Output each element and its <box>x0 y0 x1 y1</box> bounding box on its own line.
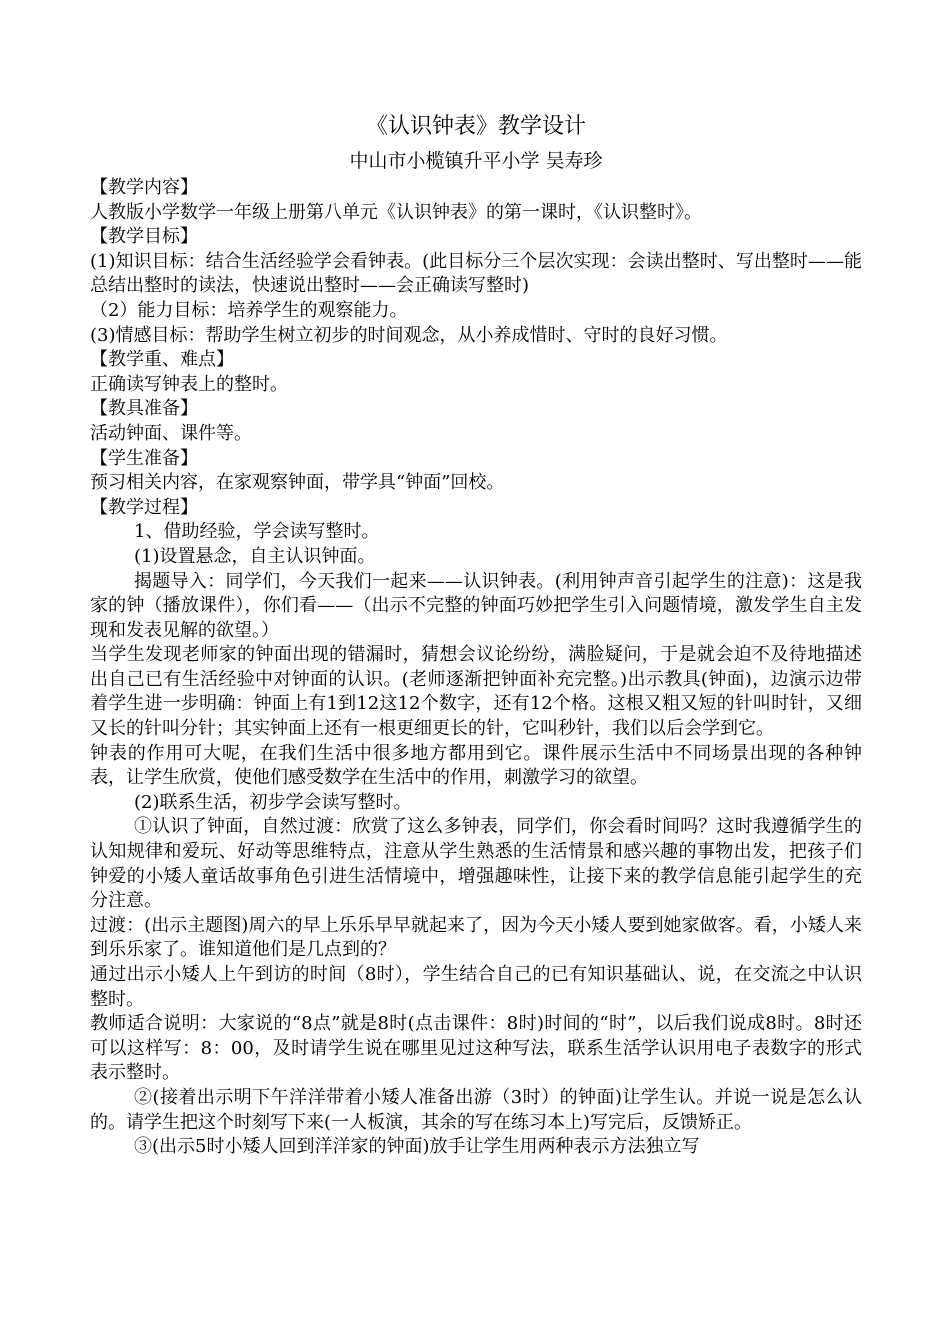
body-paragraph: ①认识了钟面，自然过渡：欣赏了这么多钟表，同学们，你会看时间吗？这时我遵循学生的认知规律和爱玩、好动等思维特点，注意从学生熟悉的生活情景和感兴趣的事物出发，把孩子们钟爱的小矮人童话故事角色引进生活情境中，增强趣味性，让接下来的教学信息能引起学生的充分注意。 <box>90 816 862 912</box>
body-paragraph: 钟表的作用可大呢，在我们生活中很多地方都用到它。课件展示生活中不同场景出现的各种钟表，让学生欣赏，使他们感受数学在生活中的作用，刺激学习的欲望。 <box>90 742 862 789</box>
body-paragraph: 过渡：(出示主题图)周六的早上乐乐早早就起来了，因为今天小矮人要到她家做客。看，小矮人来到乐乐家了。谁知道他们是几点到的？ <box>90 914 862 961</box>
body-paragraph: 预习相关内容，在家观察钟面，带学具“钟面”回校。 <box>90 472 505 494</box>
body-paragraph: 【教具准备】 <box>90 398 198 420</box>
body-paragraph: 教师适合说明：大家说的“8点”就是8时(点击课件：8时)时间的“时”，以后我们说成8时。8时还可以这样写：8：00，及时请学生说在哪里见过这种写法，联系生活学认识用电子表数字的形式表示整时。 <box>90 1013 862 1084</box>
body-paragraph: 人教版小学数学一年级上册第八单元《认识钟表》的第一课时，《认识整时》。 <box>90 201 702 223</box>
body-paragraph: 【学生准备】 <box>90 447 198 469</box>
body-paragraph: 揭题导入：同学们，今天我们一起来——认识钟表。(利用钟声音引起学生的注意)：这是我家的钟（播放课件），你们看——（出示不完整的钟面巧妙把学生引入问题情境，激发学生自主发现和发表见解的欲望。） <box>90 570 862 641</box>
body-paragraph: ②(接着出示明下午洋洋带着小矮人准备出游（3时）的钟面)让学生认。并说一说是怎么认的。请学生把这个时刻写下来(一人板演，其余的写在练习本上)写完后，反馈矫正。 <box>90 1086 862 1133</box>
document-author: 中山市小榄镇升平小学 吴寿珍 <box>349 150 603 172</box>
body-paragraph: 【教学内容】 <box>90 177 198 198</box>
document-body <box>90 176 862 1160</box>
body-paragraph: 1、借助经验，学会读写整时。 <box>134 521 380 543</box>
body-paragraph: ③(出示5时小矮人回到洋洋家的钟面)放手让学生用两种表示方法独立写 <box>134 1136 700 1158</box>
body-paragraph: 通过出示小矮人上午到访的时间（8时），学生结合自己的已有知识基础认、说，在交流之中认识整时。 <box>90 964 862 1010</box>
body-paragraph: （2）能力目标：培养学生的观察能力。 <box>90 299 408 321</box>
body-paragraph: 正确读写钟表上的整时。 <box>90 373 288 395</box>
body-paragraph: 【教学过程】 <box>90 496 198 518</box>
body-paragraph: 【教学目标】 <box>90 226 198 248</box>
document-page <box>90 112 862 1160</box>
body-paragraph: (1)知识目标：结合生活经验学会看钟表。(此目标分三个层次实现：会读出整时、写出整时——能总结出整时的读法，快速说出整时——会正确读写整时) <box>90 250 862 297</box>
body-paragraph: 活动钟面、课件等。 <box>90 422 252 444</box>
body-paragraph: 当学生发现老师家的钟面出现的错漏时，猜想会议论纷纷，满脸疑问，于是就会迫不及待地描述出自己已有生活经验中对钟面的认识。(老师逐渐把钟面补充完整。)出示教具(钟面)，边演示边带着学生进一步明确：钟面上有1到12这12个数字，还有12个格。这根又粗又短的针叫时针，又细又长的针叫分针；其实钟面上还有一根更细更长的针，它叫秒针，我们以后会学到它。 <box>90 644 862 740</box>
body-paragraph: (2)联系生活，初步学会读写整时。 <box>134 791 412 813</box>
body-paragraph: 【教学重、难点】 <box>90 349 234 371</box>
body-paragraph: (1)设置悬念，自主认识钟面。 <box>134 545 376 567</box>
body-paragraph: (3)情感目标：帮助学生树立初步的时间观念，从小养成惜时、守时的良好习惯。 <box>90 324 728 346</box>
document-title: 《认识钟表》教学设计 <box>365 114 586 139</box>
